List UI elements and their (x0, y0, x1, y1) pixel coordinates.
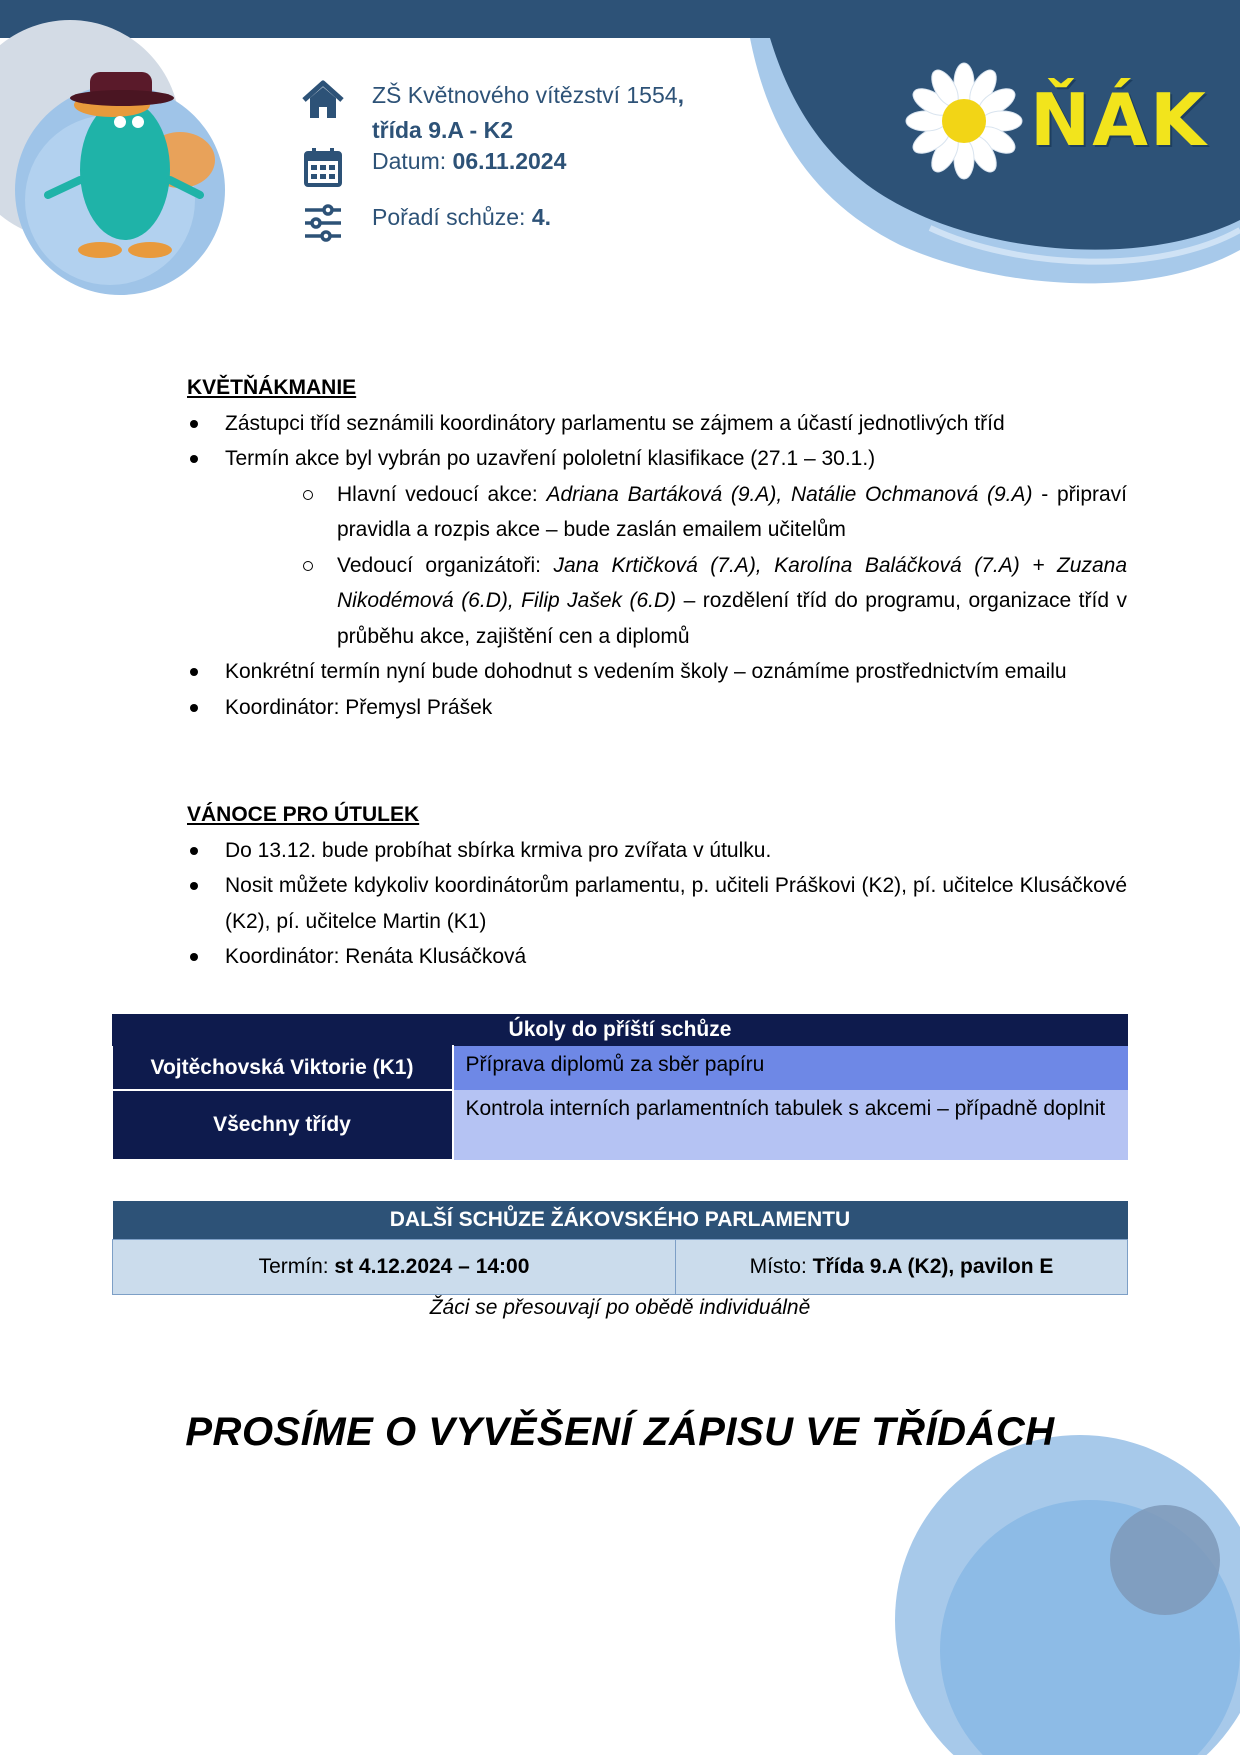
section-vanoce (187, 797, 1127, 975)
next-meeting-title: DALŠÍ SCHŮZE ŽÁKOVSKÉHO PARLAMENTU (113, 1201, 1128, 1240)
class-name: třída 9.A - K2 (372, 117, 514, 143)
table-row (113, 1240, 1128, 1295)
footer-request: PROSÍME O VYVĚŠENÍ ZÁPISU VE TŘÍDÁCH (185, 1410, 1055, 1454)
order-label: Pořadí schůze: (372, 204, 532, 230)
bullet-item: Koordinátor: Přemysl Prášek (187, 690, 1127, 726)
sub-bullet-item: Vedoucí organizátoři: Jana Krtičková (7.A), Karolína Baláčková (7.A) + Zuzana Nikodémová (6.D), Filip Jašek (6.D) – rozdělení tříd do programu, organizace tříd v průběhu akce, zajištění cen a diplomů (225, 548, 1127, 655)
platypus-mascot-icon (30, 60, 230, 265)
date-row (300, 144, 566, 190)
bullet-item: Konkrétní termín nyní bude dohodnut s vedením školy – oznámíme prostřednictvím emailu (187, 654, 1127, 690)
task-owner: Všechny třídy (113, 1090, 453, 1160)
bullet-item: Zástupci tříd seznámili koordinátory parlamentu se zájmem a účastí jednotlivých tříd (187, 406, 1127, 442)
table-row (113, 1046, 1128, 1091)
task-owner: Vojtěchovská Viktorie (K1) (113, 1046, 453, 1091)
calendar-icon (300, 144, 346, 190)
logo-text: ŇÁK (1030, 78, 1208, 162)
sub-bullet-item: Hlavní vedoucí akce: Adriana Bartáková (9.A), Natálie Ochmanová (9.A) - připraví pravidla a rozpis akce – bude zaslán emailem učitelům (225, 477, 1127, 548)
daisy-logo-icon (905, 62, 1023, 180)
date-value: 06.11.2024 (452, 148, 567, 174)
date-label: Datum: (372, 148, 453, 174)
bullet-item: Termín akce byl vybrán po uzavření pololetní klasifikace (27.1 – 30.1.) Hlavní vedoucí akce: Adriana Bartáková (9.A), Natálie Ochmanová (9.A) - připraví pravidla a rozpis akce – bude zaslán emailem učitelům Vedoucí organizátoři: Jana Krtičková (7.A), Karolína Baláčková (7.A) + Zuzana Nikodémová (6.D), Filip Jašek (6.D) – rozdělení tříd do programu, organizace tříd v průběhu akce, zajištění cen a diplomů (187, 441, 1127, 654)
order-value: 4. (531, 204, 551, 230)
next-meeting-table (112, 1201, 1128, 1295)
task-description: Kontrola interních parlamentních tabulek s akcemi – případně doplnit (453, 1090, 1128, 1160)
sliders-icon (300, 200, 346, 246)
section-kvetnakmanie (187, 370, 1127, 725)
bullet-item: Nosit můžete kdykoliv koordinátorům parlamentu, p. učiteli Práškovi (K2), pí. učitelce Klusáčkové (K2), pí. učitelce Martin (K1) (187, 868, 1127, 939)
meeting-note: Žáci se přesouvají po obědě individuálně (429, 1296, 811, 1319)
order-row (300, 200, 551, 246)
tasks-table (112, 1014, 1128, 1161)
section-title: VÁNOCE PRO ÚTULEK (187, 803, 420, 826)
school-name: ZŠ Květnového vítězství 1554 (372, 82, 678, 108)
section-title: KVĚTŇÁKMANIE (187, 376, 357, 399)
meeting-place: Místo: Třída 9.A (K2), pavilon E (676, 1240, 1128, 1295)
bullet-item: Koordinátor: Renáta Klusáčková (187, 939, 1127, 975)
school-row: ZŠ Květnového vítězství 1554, třída 9.A - K2 (300, 78, 684, 148)
home-icon (300, 78, 346, 124)
tasks-title: Úkoly do příští schůze (113, 1015, 1128, 1046)
bullet-item: Do 13.12. bude probíhat sbírka krmiva pro zvířata v útulku. (187, 833, 1127, 869)
meeting-term: Termín: st 4.12.2024 – 14:00 (113, 1240, 676, 1295)
table-row (113, 1090, 1128, 1160)
task-description: Příprava diplomů za sběr papíru (453, 1046, 1128, 1091)
